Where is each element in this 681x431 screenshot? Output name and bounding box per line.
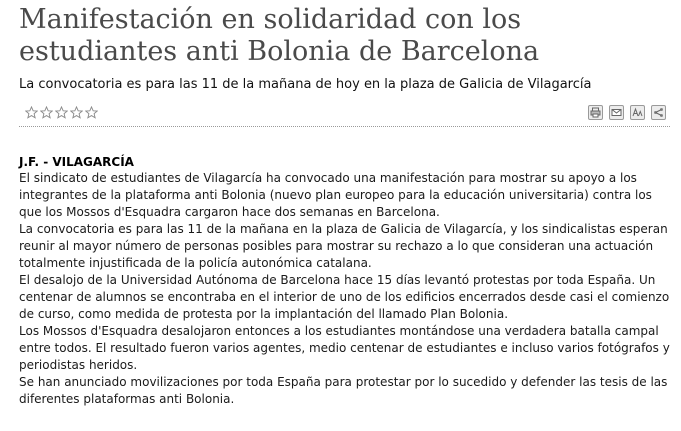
article-paragraph: Los Mossos d'Esquadra desalojaron entonces a los estudiantes montándose una verdadera batalla campal entre todos. El resultado fueron varios agentes, medio centenar de estudiantes e incluso varios fotógrafos y periodistas heridos. <box>19 324 670 372</box>
article-subheadline: La convocatoria es para las 11 de la mañana de hoy en la plaza de Galicia de Vilagarcía <box>19 77 592 92</box>
star-icon[interactable] <box>70 106 83 119</box>
article-tools <box>588 105 666 121</box>
article-headline: Manifestación en solidaridad con los estudiantes anti Bolonia de Barcelona <box>19 4 540 67</box>
article-paragraph: El sindicato de estudiantes de Vilagarcía ha convocado una manifestación para mostrar su apoyo a los integrantes de la plataforma anti Bolonia (nuevo plan europeo para la educación universitaria) contra los que los Mossos d'Esquadra cargaron hace dos semanas en Barcelona. <box>19 171 652 219</box>
article-paragraph: La convocatoria es para las 11 de la mañana en la plaza de Galicia de Vilagarcía, y los sindicalistas esperan reunir al mayor número de personas posibles para mostrar su rechazo a lo que consideran una actuación totalmente injustificada de la policía autonómica catalana. <box>19 222 668 270</box>
star-icon[interactable] <box>85 106 98 119</box>
share-button[interactable] <box>651 105 666 120</box>
star-icon[interactable] <box>40 106 53 119</box>
article-paragraph: El desalojo de la Universidad Autónoma de Barcelona hace 15 días levantó protestas por toda España. Un centenar de alumnos se encontraba en el interior de uno de los edificios encerrados desde casi el comienzo de curso, como medida de protesta por la implantación del llamado Plan Bolonia. <box>19 273 670 321</box>
font-size-button[interactable] <box>630 105 645 120</box>
article-body <box>19 170 674 408</box>
font-size-icon <box>632 107 643 118</box>
star-icon[interactable] <box>55 106 68 119</box>
star-rating[interactable] <box>25 106 98 120</box>
star-icon[interactable] <box>25 106 38 119</box>
header-divider <box>19 126 670 127</box>
print-button[interactable] <box>588 105 603 120</box>
email-icon <box>611 107 622 118</box>
share-icon <box>653 107 664 118</box>
print-icon <box>590 107 601 118</box>
email-button[interactable] <box>609 105 624 120</box>
article-byline: J.F. - VILAGARCÍA <box>19 155 134 169</box>
article-paragraph: Se han anunciado movilizaciones por toda España para protestar por lo sucedido y defender las tesis de las diferentes plataformas anti Bolonia. <box>19 375 668 406</box>
